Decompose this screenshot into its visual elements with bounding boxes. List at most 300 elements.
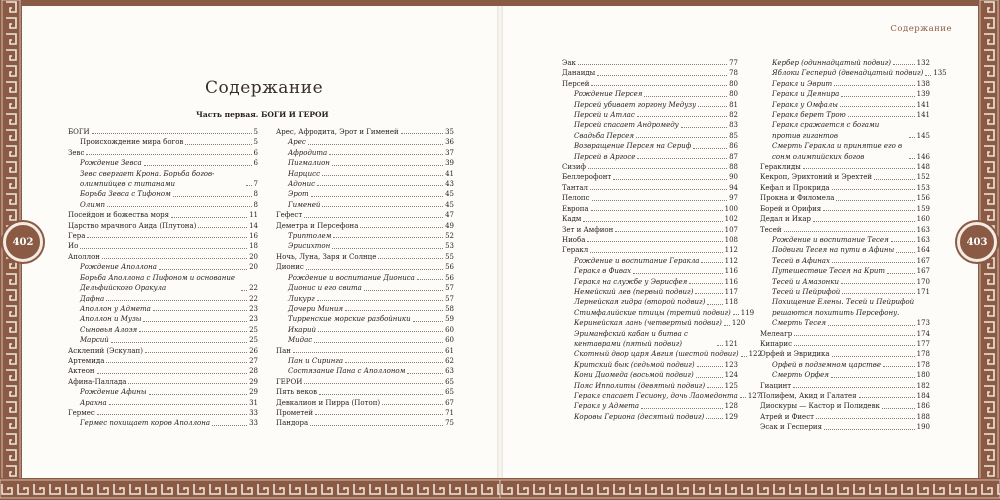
dot-leader	[128, 383, 247, 384]
dot-leader	[153, 310, 247, 311]
toc-entry-page: 16	[249, 232, 258, 241]
dot-leader	[824, 429, 915, 430]
toc-entry	[68, 231, 258, 241]
toc-entry	[68, 335, 258, 345]
dot-leader	[896, 252, 914, 253]
toc-entry-page: 160	[916, 215, 930, 224]
toc-entry-title: Тесей и Амазонки	[772, 277, 839, 286]
toc-entry-page: 177	[916, 339, 930, 348]
dot-leader	[597, 75, 727, 76]
toc-entry	[68, 262, 258, 272]
dot-leader	[831, 377, 915, 378]
toc-entry-title: Адонис	[288, 180, 315, 189]
dot-leader	[848, 116, 915, 117]
toc-entry-page: 36	[445, 138, 454, 147]
toc-entry	[562, 401, 738, 411]
toc-entry	[68, 398, 258, 408]
toc-entry-page: 148	[916, 163, 930, 172]
toc-entry-title: Деметра и Персефона	[276, 221, 359, 230]
toc-entry	[760, 318, 930, 328]
dot-leader	[784, 231, 915, 232]
toc-entry-title: Тирренские морские разбойники	[288, 315, 411, 324]
toc-entry	[760, 141, 930, 162]
toc-entry	[276, 179, 454, 189]
top-border-right	[500, 0, 1000, 6]
toc-entry-page: 112	[724, 246, 738, 255]
dot-leader	[322, 175, 443, 176]
toc-entry-page: 152	[916, 173, 930, 182]
toc-entry-page: 22	[249, 284, 258, 293]
toc-entry-title: Зет и Амфион	[562, 225, 614, 234]
toc-entry-page: 8	[253, 190, 258, 199]
dot-leader	[832, 189, 915, 190]
toc-entry-page: 5	[253, 128, 258, 136]
toc-entry	[276, 169, 454, 179]
toc-entry-page: 138	[916, 79, 930, 88]
toc-column-left-2	[276, 127, 454, 429]
toc-entry-page: 116	[724, 277, 738, 286]
dot-leader	[315, 414, 443, 415]
dot-leader	[637, 158, 727, 159]
toc-entry	[276, 314, 454, 324]
dot-leader	[834, 85, 915, 86]
toc-entry-title: Девкалион и Пирра (Потоп)	[276, 398, 381, 407]
toc-entry-title: Возвращение Персея на Сериф	[574, 142, 692, 151]
dot-leader	[697, 366, 723, 367]
dot-leader	[246, 185, 252, 186]
toc-entry	[68, 304, 258, 314]
toc-entry-title: Происхождение мира богов	[80, 138, 184, 147]
dot-leader	[382, 404, 443, 405]
dot-leader	[578, 64, 727, 65]
toc-entry-page: 43	[445, 180, 454, 189]
dot-leader	[310, 425, 443, 426]
greek-key-border-bottom-left	[0, 478, 500, 500]
toc-entry-title: Орфей и Эвридика	[760, 350, 830, 359]
toc-entry-page: 27	[249, 356, 258, 365]
toc-entry-page: 35	[445, 128, 454, 136]
dot-leader	[717, 345, 723, 346]
dot-leader	[308, 144, 443, 145]
toc-entry-page: 57	[445, 284, 454, 293]
toc-column-right-2	[760, 58, 947, 433]
toc-entry	[68, 346, 258, 356]
toc-entry	[276, 221, 454, 231]
dot-leader	[695, 293, 722, 294]
dot-leader	[144, 165, 252, 166]
dot-leader	[314, 342, 443, 343]
toc-entry	[276, 366, 454, 376]
dot-leader	[733, 314, 739, 315]
toc-entry-title: Смерть Орфея	[772, 371, 829, 380]
dot-leader	[893, 64, 915, 65]
toc-entry-page: 116	[724, 267, 738, 276]
toc-entry-title: Аполлон	[68, 252, 100, 261]
toc-entry-page: 163	[916, 225, 930, 234]
toc-entry-title: Кадм	[562, 215, 582, 224]
toc-entry-page: 49	[445, 221, 454, 230]
toc-entry-title: Пан и Сиринга	[288, 356, 344, 365]
toc-entry	[562, 58, 738, 68]
toc-entry-title: Гименей	[288, 200, 321, 209]
toc-entry	[760, 287, 930, 297]
toc-entry-title: Дочери Миния	[288, 304, 344, 313]
dot-leader	[311, 196, 443, 197]
dot-leader	[698, 106, 727, 107]
toc-entry-page: 186	[916, 402, 930, 411]
dot-leader	[724, 325, 730, 326]
toc-entry	[68, 408, 258, 418]
toc-entry	[68, 241, 258, 251]
toc-entry-page: 56	[445, 263, 454, 272]
toc-entry-title: Пан	[276, 346, 291, 355]
toc-entry-page: 56	[445, 273, 454, 282]
toc-entry-title: Асклепий (Эскулап)	[68, 346, 143, 355]
toc-entry-title: Гермес похищает коров Аполлона	[80, 419, 211, 428]
toc-entry	[562, 266, 738, 276]
toc-entry-title: Орфей в подземном царстве	[772, 360, 881, 369]
toc-entry-title: Немейский лев (первый подвиг)	[574, 287, 694, 296]
dot-leader	[591, 210, 723, 211]
toc-entry	[760, 162, 930, 172]
toc-entry	[562, 183, 738, 193]
dot-leader	[925, 75, 931, 76]
toc-entry	[562, 204, 738, 214]
toc-entry-title: Кекроп, Эрихтоний и Эрехтей	[760, 173, 873, 182]
toc-entry-page: 61	[445, 346, 454, 355]
dot-leader	[317, 185, 443, 186]
toc-entry-page: 80	[729, 90, 738, 99]
toc-entry	[68, 148, 258, 158]
toc-entry	[760, 349, 930, 359]
toc-entry-title: Нарцисс	[288, 169, 320, 178]
toc-entry	[562, 89, 738, 99]
toc-entry-page: 125	[724, 381, 738, 390]
toc-entry	[760, 89, 930, 99]
toc-column-right-1	[562, 58, 762, 422]
dot-leader	[591, 85, 727, 86]
toc-entry-page: 141	[916, 100, 930, 109]
dot-leader	[318, 331, 443, 332]
dot-leader	[832, 356, 915, 357]
toc-entry	[276, 398, 454, 408]
toc-entry-title: Дионис	[276, 263, 304, 272]
toc-entry-page: 29	[249, 388, 258, 397]
toc-entry-page: 108	[724, 235, 738, 244]
dot-leader	[332, 165, 443, 166]
toc-entry-title: Олимп	[80, 200, 106, 209]
page-number-left: 402	[3, 222, 43, 262]
dot-leader	[794, 335, 914, 336]
dot-leader	[882, 408, 915, 409]
toc-entry	[68, 189, 258, 199]
toc-entry	[562, 172, 738, 182]
toc-entry-page: 182	[916, 381, 930, 390]
toc-entry-title: Лернейская гидра (второй подвиг)	[574, 298, 706, 307]
toc-entry-page: 65	[445, 388, 454, 397]
toc-entry	[760, 401, 930, 411]
toc-entry-title: Тантал	[562, 183, 589, 192]
greek-key-border-bottom-right	[500, 478, 1000, 500]
top-border-left	[0, 0, 500, 6]
toc-entry	[68, 127, 258, 137]
toc-entry-title: Мидас	[288, 336, 313, 345]
toc-entry-title: Дионис и его свита	[288, 284, 362, 293]
toc-entry-title: Пояс Ипполиты (девятый подвиг)	[574, 381, 706, 390]
toc-entry	[760, 297, 930, 318]
toc-entry-title: БОГИ	[68, 128, 90, 136]
toc-entry-title: Геракл на службе у Эврисфея	[574, 277, 688, 286]
toc-entry	[760, 79, 930, 89]
toc-entry-title: Рождение Афины	[80, 388, 147, 397]
toc-entry	[68, 273, 258, 294]
toc-entry	[562, 391, 762, 401]
dot-leader	[212, 425, 247, 426]
dot-leader	[364, 290, 443, 291]
toc-entry	[562, 360, 738, 370]
toc-entry	[276, 377, 454, 387]
toc-entry	[276, 231, 454, 241]
toc-entry-title: Гефест	[276, 211, 303, 220]
toc-entry	[276, 418, 454, 428]
dot-leader	[613, 179, 727, 180]
toc-entry-title: Гермес	[68, 408, 95, 417]
toc-entry-page: 164	[916, 246, 930, 255]
toc-entry-page: 23	[249, 304, 258, 313]
toc-entry-title: Пигмалион	[288, 159, 330, 168]
dot-leader	[304, 217, 443, 218]
dot-leader	[803, 168, 915, 169]
dot-leader	[793, 387, 914, 388]
toc-entry	[760, 225, 930, 235]
toc-entry-title: Кони Диомеда (восьмой подвиг)	[574, 371, 694, 380]
dot-leader	[841, 96, 914, 97]
toc-entry-page: 47	[445, 211, 454, 220]
toc-entry-page: 6	[253, 148, 258, 157]
dot-leader	[329, 154, 443, 155]
toc-entry	[562, 214, 738, 224]
toc-entry-title: Эрот	[288, 190, 309, 199]
toc-entry	[276, 200, 454, 210]
toc-entry-page: 62	[445, 356, 454, 365]
toc-entry-page: 71	[445, 408, 454, 417]
toc-entry-page: 33	[249, 419, 258, 428]
toc-entry	[562, 256, 738, 266]
toc-entry-title: Геракл и Эврит	[772, 79, 833, 88]
dot-leader	[111, 342, 247, 343]
toc-entry	[68, 377, 258, 387]
toc-entry-page: 123	[724, 360, 738, 369]
toc-entry	[276, 335, 454, 345]
toc-entry-title: Геракл спасает Гесиону, дочь Лаомедонта	[574, 392, 738, 400]
dot-leader	[106, 362, 247, 363]
toc-entry-page: 100	[724, 204, 738, 213]
toc-entry-title: Состязание Пана с Аполлоном	[288, 367, 406, 376]
toc-entry-page: 23	[249, 315, 258, 324]
toc-entry-title: Кипарис	[760, 339, 792, 348]
toc-entry	[562, 287, 738, 297]
dot-leader	[859, 397, 915, 398]
dot-leader	[92, 133, 252, 134]
page-title: Содержание	[205, 78, 324, 98]
toc-entry-page: 41	[445, 169, 454, 178]
toc-entry-page: 80	[729, 79, 738, 88]
toc-entry	[276, 346, 454, 356]
dot-leader	[401, 133, 443, 134]
toc-entry	[562, 162, 738, 172]
toc-entry	[276, 387, 454, 397]
toc-entry	[760, 193, 930, 203]
toc-entry	[68, 169, 258, 190]
toc-entry	[562, 245, 738, 255]
toc-entry	[760, 360, 930, 370]
toc-entry-title: Атрей и Фиест	[760, 412, 814, 421]
toc-entry-title: Данаиды	[562, 69, 596, 78]
toc-entry	[562, 349, 762, 359]
toc-entry-page: 90	[729, 173, 738, 182]
dot-leader	[740, 397, 746, 398]
dot-leader	[360, 227, 443, 228]
toc-entry-page: 128	[724, 402, 738, 411]
toc-entry	[276, 252, 454, 262]
toc-entry-page: 7	[253, 180, 258, 189]
toc-entry-page: 117	[724, 287, 738, 296]
dot-leader	[633, 273, 723, 274]
toc-entry	[68, 137, 258, 147]
toc-entry-title: Зевс	[68, 148, 85, 157]
toc-entry	[276, 158, 454, 168]
toc-entry-page: 57	[445, 294, 454, 303]
dot-leader	[407, 373, 443, 374]
toc-entry-title: Персей в Аргосе	[574, 152, 636, 161]
toc-entry-page: 122	[748, 350, 762, 359]
dot-leader	[794, 345, 915, 346]
dot-leader	[641, 408, 723, 409]
toc-entry-page: 167	[916, 256, 930, 265]
dot-leader	[306, 269, 443, 270]
toc-entry	[562, 412, 738, 422]
toc-entry	[760, 422, 930, 432]
dot-leader	[696, 377, 723, 378]
toc-entry-title: Пять веков	[276, 388, 318, 397]
toc-entry-title: Царство мрачного Аида (Плутона)	[68, 221, 197, 230]
toc-entry-title: Геракл берет Трою	[772, 111, 846, 120]
toc-entry	[760, 204, 930, 214]
toc-entry-title: Полифем, Акид и Галатея	[760, 392, 857, 400]
toc-entry-title: Эсак и Гесперия	[760, 423, 823, 432]
toc-entry-title: Кефал и Прокрида	[760, 183, 830, 192]
dot-leader	[185, 144, 251, 145]
toc-entry-title: Борей и Орифия	[760, 204, 822, 213]
toc-entry-page: 60	[445, 336, 454, 345]
toc-entry-page: 102	[724, 215, 738, 224]
toc-entry	[276, 325, 454, 335]
toc-entry-title: Подвиги Тесея на пути в Афины	[772, 246, 895, 255]
toc-entry-title: Европа	[562, 204, 589, 213]
toc-entry-page: 145	[916, 131, 930, 140]
dot-leader	[840, 106, 915, 107]
dot-leader	[345, 310, 443, 311]
toc-entry	[276, 189, 454, 199]
toc-entry-title: Триптолем	[288, 232, 332, 241]
toc-entry-page: 141	[916, 111, 930, 120]
toc-entry-title: Смерть Тесея	[772, 319, 826, 328]
toc-entry-page: 83	[729, 121, 738, 130]
toc-entry-page: 77	[729, 59, 738, 67]
dot-leader	[701, 262, 722, 263]
toc-entry-title: Пандора	[276, 419, 309, 428]
toc-entry	[760, 214, 930, 224]
toc-entry-title: Гиацинт	[760, 381, 792, 390]
dot-leader	[198, 227, 247, 228]
dot-leader	[345, 362, 443, 363]
toc-entry-title: Прометей	[276, 408, 314, 417]
toc-entry	[68, 221, 258, 231]
toc-entry-page: 124	[724, 371, 738, 380]
toc-entry-title: Арес	[288, 138, 306, 147]
toc-entry-title: Афродита	[288, 148, 328, 157]
dot-leader	[417, 279, 443, 280]
toc-entry-page: 45	[445, 190, 454, 199]
toc-entry	[562, 131, 738, 141]
toc-entry	[760, 100, 930, 110]
running-head: Содержание	[890, 24, 952, 34]
dot-leader	[378, 258, 443, 259]
toc-entry-title: Гераклиды	[760, 163, 801, 172]
toc-entry-title: Критский бык (седьмой подвиг)	[574, 360, 695, 369]
toc-entry	[68, 325, 258, 335]
toc-entry-title: Рождение и воспитание Диониса	[288, 273, 415, 282]
toc-entry-title: Персей спасает Андромеду	[574, 121, 679, 130]
dot-leader	[706, 418, 722, 419]
toc-entry-page: 75	[445, 419, 454, 428]
toc-entry	[68, 387, 258, 397]
toc-entry-title: ГЕРОИ	[276, 377, 303, 386]
toc-entry	[68, 200, 258, 210]
dot-leader	[707, 387, 723, 388]
dot-leader	[143, 321, 247, 322]
toc-entry-title: Рождение Персея	[574, 90, 643, 99]
toc-entry-page: 97	[729, 194, 738, 203]
toc-entry-page: 29	[249, 377, 258, 386]
dot-leader	[588, 168, 727, 169]
toc-entry-title: Актеон	[68, 367, 95, 376]
toc-entry-title: Эак	[562, 59, 576, 67]
dot-leader	[171, 217, 247, 218]
dot-leader	[823, 210, 914, 211]
toc-entry-page: 20	[249, 263, 258, 272]
toc-entry-page: 58	[445, 304, 454, 313]
dot-leader	[891, 241, 915, 242]
toc-entry-title: Яблоки Гесперид (двенадцатый подвиг)	[772, 69, 924, 78]
toc-entry-title: Рождение и воспитание Тесея	[772, 235, 889, 244]
toc-entry-page: 65	[445, 377, 454, 386]
dot-leader	[159, 269, 247, 270]
toc-entry-page: 14	[249, 221, 258, 230]
dot-leader	[887, 273, 915, 274]
toc-entry-page: 85	[729, 131, 738, 140]
toc-entry-title: Беллерофонт	[562, 173, 612, 182]
toc-entry-page: 81	[729, 100, 738, 109]
toc-entry	[276, 408, 454, 418]
toc-entry-page: 146	[916, 152, 930, 161]
toc-entry-page: 87	[729, 152, 738, 161]
dot-leader	[173, 196, 252, 197]
toc-entry-page: 5	[253, 138, 258, 147]
toc-entry-title: Афина-Паллада	[68, 377, 127, 386]
toc-entry-title: Посейдон и божества моря	[68, 211, 170, 220]
toc-entry	[68, 356, 258, 366]
